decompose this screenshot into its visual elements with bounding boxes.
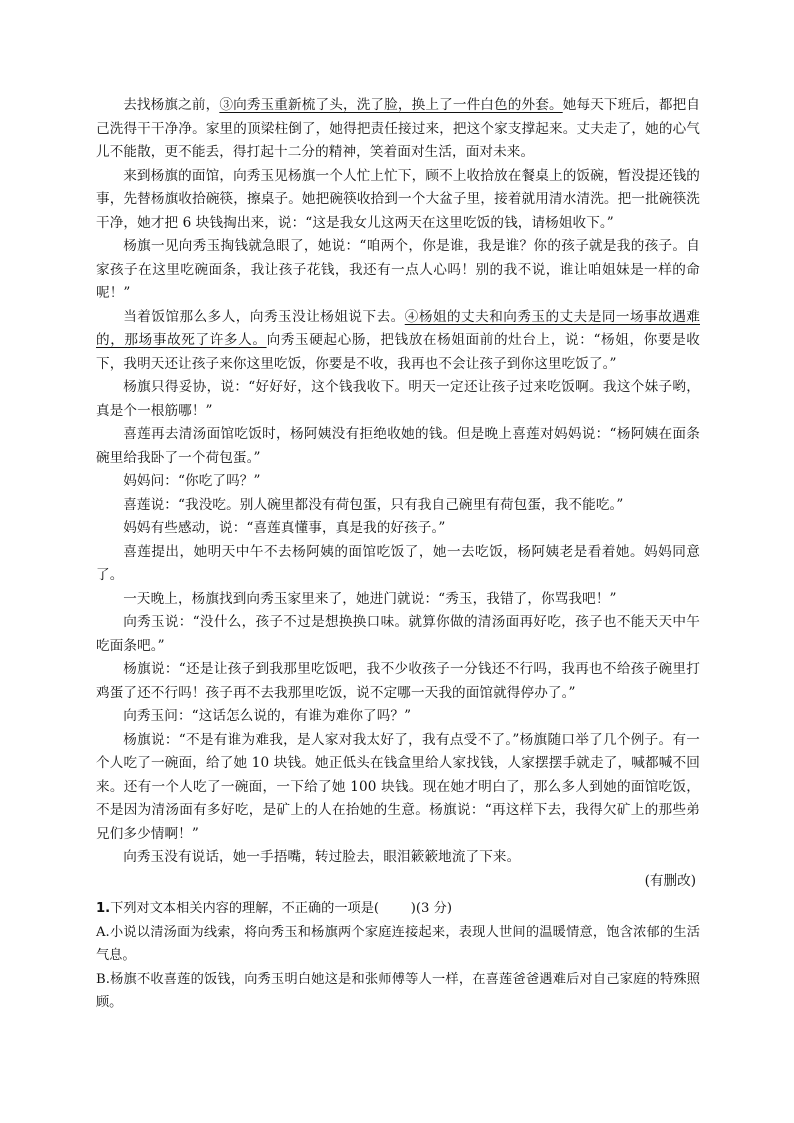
story-paragraph-3: 杨旗一见向秀玉掏钱就急眼了，她说：“咱两个，你是谁，我是谁？你的孩子就是我的孩子。自家孩子在这里吃碗面条，我让孩子花钱，我还有一点人心吗！别的我不说，谁让咱姐妹是一样的命呢！” [96,238,700,301]
option-text: 杨旗不收喜莲的饭钱，向秀玉明白她这是和张师傅等人一样，在喜莲爸爸遇难后对自己家庭的特殊照顾。 [96,971,700,1010]
story-paragraph-9: 妈妈有些感动，说：“喜莲真懂事，真是我的好孩子。” [123,520,446,536]
question-text: 下列对文本相关内容的理解，不正确的一项是( [110,901,380,916]
story-paragraph-1 [96,94,700,165]
question-block [96,897,700,1015]
story-paragraph-2: 来到杨旗的面馆，向秀玉见杨旗一个人忙上忙下，顾不上收拾放在餐桌上的饭碗，暂没提还钱的事，先替杨旗收拾碗筷，擦桌子。她把碗筷收拾到一个大盆子里，接着就用清水清洗。把一批碗筷洗干净，她才把 6 块钱掏出来，说：“这是我女儿这两天在这里吃饭的钱，请杨姐收下。” [96,167,700,231]
question-stem [96,897,700,921]
question-number: 1. [96,901,111,916]
story-paragraph-10: 喜莲提出，她明天中午不去杨阿姨的面馆吃饭了，她一去吃饭，杨阿姨老是看着她。妈妈同意了。 [96,543,700,583]
paragraph-text: 去找杨旗之前， [123,97,220,113]
story-paragraph-13: 杨旗说：“还是让孩子到我那里吃饭吧，我不少收孩子一分钱还不行吗，我再也不给孩子碗里打鸡蛋了还不行吗！孩子再不去我那里吃饭，说不定哪一天我的面馆就得停办了。” [96,661,700,701]
story-paragraph-5: 杨旗只得妥协，说：“好好好，这个钱我收下。明天一定还让孩子过来吃饭啊。我这个妹子哟，真是个一根筋哪！” [96,379,700,419]
story-paragraph-16: 向秀玉没有说话，她一手捂嘴，转过脸去，眼泪簌簌地流了下来。 [123,849,521,865]
document-page [96,94,700,1015]
story-paragraph-11: 一天晚上，杨旗找到向秀玉家里来了，她进门就说：“秀玉，我错了，你骂我吧！” [123,590,617,607]
story-paragraph-12: 向秀玉说：“没什么，孩子不过是想换换口味。就算你做的清汤面再好吃，孩子也不能天天中午吃面条吧。” [96,614,700,654]
paragraph-text: 她每天下班后，都把自己洗得干干净净。家里的顶梁柱倒了，她得把责任接过来，把这个家支撑起来。丈夫走了，她的心气儿不能散，更不能丢，得打起十二分的精神，笑着面对生活，面对未来。 [96,97,701,160]
story-paragraph-8: 喜莲说：“我没吃。别人碗里都没有荷包蛋，只有我自己碗里有荷包蛋，我不能吃。” [123,496,624,513]
paragraph-text: 向秀玉硬起心肠，把钱放在杨姐面前的灶台上，说：“杨姐，你要是收下，我明天还让孩子来你这里吃饭，你要是不收，我再也不会让孩子到你这里吃饭了。” [96,332,700,372]
source-note: (有删改) [644,872,696,889]
option-text: 小说以清汤面为线索，将向秀玉和杨旗两个家庭连接起来，表现人世间的温暖情意，饱含浓郁的生活气息。 [96,924,700,963]
story-paragraph-7: 妈妈问：“你吃了吗？” [123,473,261,489]
paragraph-text: 当着饭馆那么多人，向秀玉没让杨姐说下去。 [123,308,405,325]
option-label: B. [96,971,110,987]
underlined-sentence-3: ③向秀玉重新梳了头，洗了脸，换上了一件白色的外套。 [219,97,563,113]
story-paragraph-15: 杨旗说：“不是有谁为难我，是人家对我太好了，我有点受不了。”杨旗随口举了几个例子。有一个人吃了一碗面，给了她 10 块钱。她正低头在钱盒里给人家找钱，人家摆摆手就走了，喊都喊不回来。还有一个人吃了一碗面，一下给了她 100 块钱。现在她才明白了，那么多人到她的面馆吃饭，不是因为清汤面有多好吃，是矿上的人在抬她的生意。杨旗说：“再这样下去，我得欠矿上的那些弟兄们多少情啊！” [96,731,700,842]
option-a[interactable] [96,921,700,968]
underlined-sentence-4: ④杨姐的丈夫和向秀玉的丈夫是同一场事故遇难的，那场事故死了许多人。 [96,308,700,348]
story-paragraph-4 [96,306,700,377]
option-b[interactable] [96,968,700,1015]
story-paragraph-6: 喜莲再去清汤面馆吃饭时，杨阿姨没有拒绝收她的钱。但是晚上喜莲对妈妈说：“杨阿姨在面条碗里给我卧了一个荷包蛋。” [96,426,700,466]
story-paragraph-14: 向秀玉问：“这话怎么说的，有谁为难你了吗？” [123,708,412,724]
question-score: )(3 分) [410,901,452,916]
option-label: A. [96,924,110,940]
